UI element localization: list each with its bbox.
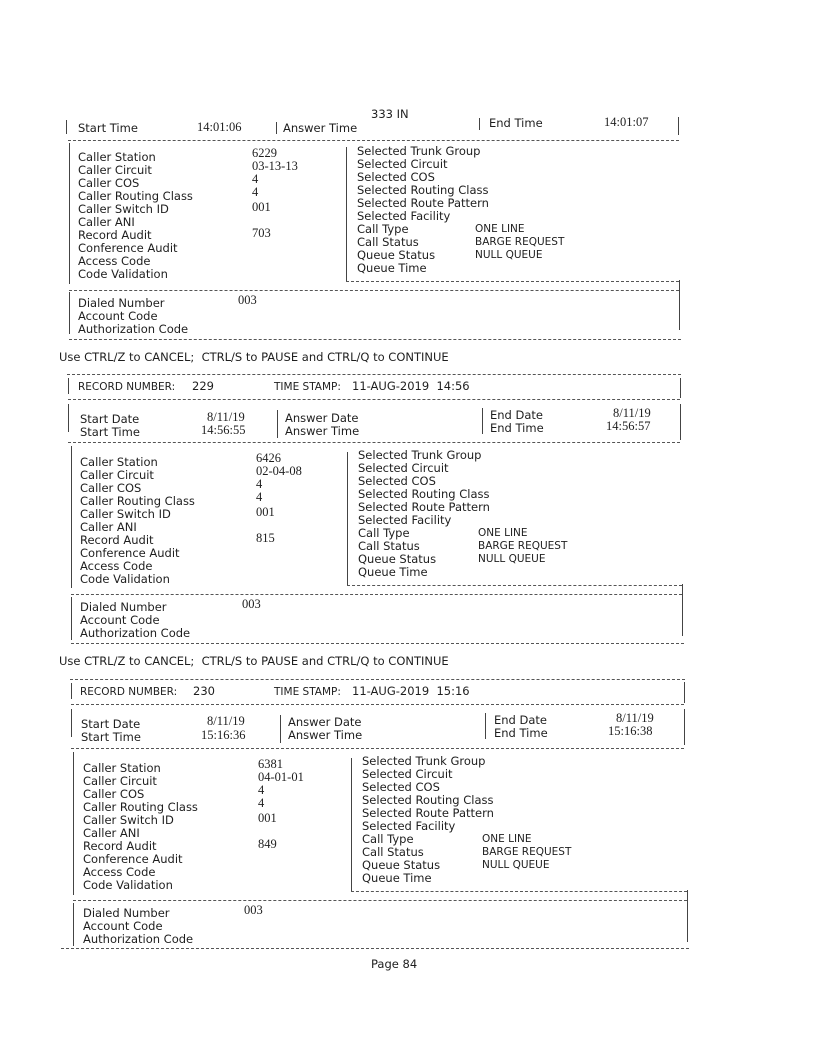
caller-cos-label: Caller COS — [78, 176, 140, 190]
account-code-label: Account Code — [78, 309, 158, 323]
caller-circuit-label: Caller Circuit — [78, 163, 152, 177]
selected-circuit-label: Selected Circuit — [357, 157, 448, 171]
caller-station-label: Caller Station — [80, 455, 158, 469]
start-date-value: 8/11/19 — [207, 410, 245, 424]
rule — [346, 281, 679, 282]
record-audit-value: 849 — [258, 837, 277, 851]
caller-routing-class-value: 4 — [252, 185, 259, 199]
rule — [71, 748, 684, 749]
authorization-code-label: Authorization Code — [83, 932, 194, 946]
divider — [346, 147, 347, 282]
end-time-label: End Time — [494, 726, 548, 740]
start-date-label: Start Date — [80, 412, 140, 426]
rule — [68, 399, 680, 400]
caller-routing-class-label: Caller Routing Class — [78, 189, 193, 203]
caller-circuit-value: 03-13-13 — [252, 159, 298, 173]
queue-status-label: Queue Status — [357, 248, 436, 262]
divider — [351, 758, 352, 892]
record-audit-value: 815 — [256, 531, 275, 545]
end-time-value: 14:01:07 — [604, 115, 649, 129]
selected-trunk-group-label: Selected Trunk Group — [358, 448, 482, 462]
border — [69, 292, 70, 334]
divider — [276, 122, 277, 134]
start-date-value: 8/11/19 — [207, 714, 245, 728]
end-time-value: 14:56:57 — [606, 419, 651, 433]
caller-circuit-label: Caller Circuit — [80, 468, 154, 482]
time-stamp-label: TIME STAMP: — [274, 381, 341, 393]
divider — [485, 713, 486, 739]
caller-switch-id-value: 001 — [252, 200, 271, 214]
call-status-label: Call Status — [357, 235, 419, 249]
end-time-value: 15:16:38 — [608, 724, 653, 738]
time-stamp-value: 11-AUG-2019 14:56 — [352, 379, 470, 393]
caller-routing-class-value: 4 — [258, 796, 265, 810]
selected-circuit-label: Selected Circuit — [358, 461, 449, 475]
rule — [73, 900, 687, 901]
border — [682, 584, 683, 636]
end-time-label: End Time — [490, 421, 544, 435]
selected-trunk-group-label: Selected Trunk Group — [362, 754, 486, 768]
access-code-label: Access Code — [80, 559, 153, 573]
authorization-code-label: Authorization Code — [78, 322, 189, 336]
dialed-number-label: Dialed Number — [78, 296, 165, 310]
call-status-value: BARGE REQUEST — [478, 540, 568, 552]
border — [66, 120, 67, 134]
selected-routing-class-label: Selected Routing Class — [358, 487, 490, 501]
rule — [71, 643, 684, 644]
selected-route-pattern-label: Selected Route Pattern — [362, 806, 494, 820]
start-time-label: Start Time — [78, 121, 138, 135]
dialed-number-value: 003 — [238, 293, 257, 307]
code-validation-label: Code Validation — [78, 267, 168, 281]
end-date-label: End Date — [490, 408, 543, 422]
border — [71, 597, 72, 640]
end-date-value: 8/11/19 — [616, 711, 654, 725]
divider — [347, 452, 348, 586]
prompt-text: Use CTRL/Z to CANCEL; CTRL/S to PAUSE and CTRL/Q to CONTINUE — [59, 350, 449, 364]
caller-station-label: Caller Station — [83, 761, 161, 775]
caller-cos-value: 4 — [258, 783, 265, 797]
border — [684, 682, 685, 703]
end-date-label: End Date — [494, 713, 547, 727]
caller-circuit-value: 02-04-08 — [256, 464, 302, 478]
border — [687, 890, 688, 942]
queue-status-value: NULL QUEUE — [478, 553, 546, 565]
selected-circuit-label: Selected Circuit — [362, 767, 453, 781]
queue-status-value: NULL QUEUE — [475, 249, 543, 261]
authorization-code-label: Authorization Code — [80, 626, 191, 640]
selected-routing-class-label: Selected Routing Class — [362, 793, 494, 807]
selected-route-pattern-label: Selected Route Pattern — [357, 196, 489, 210]
caller-station-value: 6381 — [258, 757, 283, 771]
border — [71, 683, 72, 699]
call-status-value: BARGE REQUEST — [475, 236, 565, 248]
start-time-label: Start Time — [81, 730, 141, 744]
rule — [68, 442, 680, 443]
caller-cos-value: 4 — [256, 477, 263, 491]
record-number-label: RECORD NUMBER: — [80, 686, 178, 698]
border — [68, 378, 69, 394]
record-number-label: RECORD NUMBER: — [78, 381, 176, 393]
rule — [71, 704, 684, 705]
border — [71, 446, 72, 588]
border — [73, 752, 74, 895]
conference-audit-label: Conference Audit — [80, 546, 180, 560]
divider — [479, 118, 480, 130]
queue-status-label: Queue Status — [358, 552, 437, 566]
queue-time-label: Queue Time — [358, 565, 428, 579]
caller-switch-id-value: 001 — [258, 811, 277, 825]
record-number-value: 229 — [192, 379, 214, 393]
call-type-label: Call Type — [362, 832, 414, 846]
start-time-value: 15:16:36 — [201, 728, 246, 742]
caller-switch-id-label: Caller Switch ID — [78, 202, 169, 216]
dialed-number-label: Dialed Number — [80, 600, 167, 614]
caller-circuit-value: 04-01-01 — [258, 770, 304, 784]
account-code-label: Account Code — [80, 613, 160, 627]
caller-station-value: 6426 — [256, 451, 281, 465]
record-audit-label: Record Audit — [80, 533, 154, 547]
caller-cos-value: 4 — [252, 172, 259, 186]
call-type-label: Call Type — [358, 526, 410, 540]
time-stamp-value: 11-AUG-2019 15:16 — [352, 684, 470, 698]
selected-routing-class-label: Selected Routing Class — [357, 183, 489, 197]
selected-cos-label: Selected COS — [357, 170, 435, 184]
call-status-value: BARGE REQUEST — [482, 846, 572, 858]
access-code-label: Access Code — [78, 254, 151, 268]
caller-ani-label: Caller ANI — [78, 215, 135, 229]
caller-cos-label: Caller COS — [80, 481, 142, 495]
record-audit-value: 703 — [252, 226, 271, 240]
call-type-value: ONE LINE — [478, 527, 528, 539]
queue-status-value: NULL QUEUE — [482, 859, 550, 871]
account-code-label: Account Code — [83, 919, 163, 933]
dialed-number-value: 003 — [244, 903, 263, 917]
selected-trunk-group-label: Selected Trunk Group — [357, 144, 481, 158]
call-status-label: Call Status — [358, 539, 420, 553]
caller-switch-id-label: Caller Switch ID — [80, 507, 171, 521]
answer-time-label: Answer Time — [285, 424, 360, 438]
call-type-value: ONE LINE — [482, 833, 532, 845]
answer-time-label: Answer Time — [283, 121, 358, 135]
start-time-value: 14:01:06 — [197, 120, 242, 134]
rule — [351, 891, 687, 892]
call-type-label: Call Type — [357, 222, 409, 236]
record-audit-label: Record Audit — [78, 228, 152, 242]
record-number-value: 230 — [193, 684, 215, 698]
selected-cos-label: Selected COS — [362, 780, 440, 794]
divider — [280, 715, 281, 743]
conference-audit-label: Conference Audit — [83, 852, 183, 866]
selected-facility-label: Selected Facility — [362, 819, 456, 833]
start-time-label: Start Time — [80, 425, 140, 439]
border — [680, 404, 681, 440]
caller-switch-id-value: 001 — [256, 505, 275, 519]
queue-time-label: Queue Time — [357, 261, 427, 275]
border — [679, 280, 680, 330]
dialed-number-label: Dialed Number — [83, 906, 170, 920]
call-type-value: ONE LINE — [475, 223, 525, 235]
rule — [347, 585, 682, 586]
selected-facility-label: Selected Facility — [357, 209, 451, 223]
selected-facility-label: Selected Facility — [358, 513, 452, 527]
caller-ani-label: Caller ANI — [83, 826, 140, 840]
caller-cos-label: Caller COS — [83, 787, 145, 801]
border — [680, 378, 681, 398]
record-audit-label: Record Audit — [83, 839, 157, 853]
caller-station-value: 6229 — [252, 146, 277, 160]
rule — [69, 290, 679, 291]
prompt-text: Use CTRL/Z to CANCEL; CTRL/S to PAUSE and CTRL/Q to CONTINUE — [59, 654, 449, 668]
end-date-value: 8/11/19 — [613, 406, 651, 420]
caller-routing-class-label: Caller Routing Class — [80, 494, 195, 508]
queue-status-label: Queue Status — [362, 858, 441, 872]
rule — [68, 140, 679, 141]
answer-date-label: Answer Date — [288, 715, 362, 729]
access-code-label: Access Code — [83, 865, 156, 879]
caller-circuit-label: Caller Circuit — [83, 774, 157, 788]
rule — [67, 374, 681, 375]
divider — [277, 410, 278, 438]
rule — [70, 679, 685, 680]
end-time-label: End Time — [489, 116, 543, 130]
caller-routing-class-label: Caller Routing Class — [83, 800, 198, 814]
caller-switch-id-label: Caller Switch ID — [83, 813, 174, 827]
dialed-number-value: 003 — [242, 597, 261, 611]
answer-date-label: Answer Date — [285, 411, 359, 425]
border — [69, 143, 70, 284]
page-number: Page 84 — [371, 957, 418, 971]
border — [684, 709, 685, 745]
border — [71, 709, 72, 737]
code-validation-label: Code Validation — [83, 878, 173, 892]
start-date-label: Start Date — [81, 717, 141, 731]
rule — [71, 594, 682, 595]
divider — [482, 408, 483, 434]
border — [73, 903, 74, 946]
conference-audit-label: Conference Audit — [78, 241, 178, 255]
border — [678, 117, 679, 135]
code-validation-label: Code Validation — [80, 572, 170, 586]
border — [68, 404, 69, 432]
queue-time-label: Queue Time — [362, 871, 432, 885]
selected-cos-label: Selected COS — [358, 474, 436, 488]
caller-ani-label: Caller ANI — [80, 520, 137, 534]
caller-routing-class-value: 4 — [256, 490, 263, 504]
time-stamp-label: TIME STAMP: — [274, 686, 341, 698]
selected-route-pattern-label: Selected Route Pattern — [358, 500, 490, 514]
answer-time-label: Answer Time — [288, 728, 363, 742]
rule — [69, 339, 681, 340]
record-title: 333 IN — [371, 107, 409, 121]
call-status-label: Call Status — [362, 845, 424, 859]
rule — [61, 948, 689, 949]
caller-station-label: Caller Station — [78, 150, 156, 164]
start-time-value: 14:56:55 — [201, 423, 246, 437]
